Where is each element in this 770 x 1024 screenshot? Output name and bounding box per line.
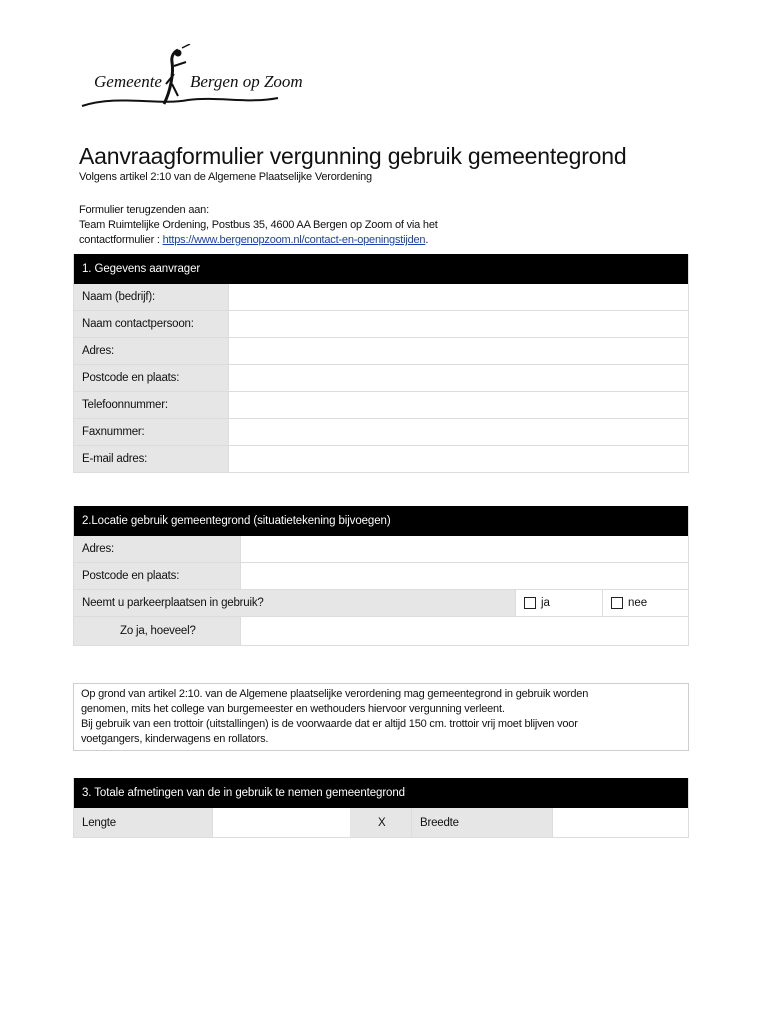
form-row (74, 392, 688, 419)
logo-word-left: Gemeente (94, 72, 162, 91)
form-row (74, 284, 688, 311)
postcode-city-field[interactable] (228, 365, 688, 391)
form-row (74, 338, 688, 365)
field-label-location-postcode: Postcode en plaats: (74, 563, 240, 589)
field-label-length: Lengte (74, 808, 212, 837)
note-line-3: Bij gebruik van een trottoir (uitstallingen) is de voorwaarde dat er altijd 150 cm. trottoir vrij moet blijven voor (81, 718, 578, 730)
return-line-3 (79, 233, 438, 248)
section-dimensions-header: 3. Totale afmetingen van de in gebruik te nemen gemeentegrond (74, 778, 688, 808)
return-instructions (79, 203, 438, 248)
logo-word-right: Bergen op Zoom (190, 72, 303, 91)
field-label-company-name: Naam (bedrijf): (74, 284, 228, 310)
contact-person-field[interactable] (228, 311, 688, 337)
section-location-header: 2.Locatie gebruik gemeentegrond (situatietekening bijvoegen) (74, 506, 688, 536)
form-row (74, 563, 688, 590)
company-name-field[interactable] (228, 284, 688, 310)
parking-question: Neemt u parkeerplaatsen in gebruik? (74, 590, 515, 616)
return-line-1: Formulier terugzenden aan: (79, 204, 209, 216)
address-field[interactable] (228, 338, 688, 364)
parking-yes-option[interactable] (515, 590, 602, 616)
form-row (74, 419, 688, 446)
location-address-field[interactable] (240, 536, 688, 562)
contact-form-link[interactable]: https://www.bergenopzoom.nl/contact-en-openingstijden (162, 234, 426, 246)
length-field[interactable] (212, 808, 350, 837)
note-line-1: Op grond van artikel 2:10. van de Algemene plaatselijke verordening mag gemeentegrond in gebruik worden (81, 688, 589, 700)
form-row (74, 590, 688, 617)
field-label-phone: Telefoonnummer: (74, 392, 228, 418)
checkbox-no[interactable] (611, 597, 623, 609)
return-line-3-prefix: contactformulier : (79, 234, 163, 246)
form-row (74, 365, 688, 392)
return-line-2: Team Ruimtelijke Ordening, Postbus 35, 4600 AA Bergen op Zoom of via het (79, 219, 438, 231)
option-yes-label: ja (541, 597, 550, 609)
form-row (74, 536, 688, 563)
note-line-2: genomen, mits het college van burgemeester en wethouders hiervoor vergunning verleent. (81, 703, 505, 715)
return-line-3-suffix: . (425, 234, 429, 246)
location-postcode-field[interactable] (240, 563, 688, 589)
info-note (73, 683, 689, 751)
form-row (74, 311, 688, 338)
section-location (73, 506, 689, 646)
section-dimensions (73, 778, 689, 838)
field-label-contact-person: Naam contactpersoon: (74, 311, 228, 337)
parking-no-option[interactable] (602, 590, 688, 616)
section-applicant-header: 1. Gegevens aanvrager (74, 254, 688, 284)
section-applicant (73, 254, 689, 473)
width-field[interactable] (552, 808, 688, 837)
field-label-fax: Faxnummer: (74, 419, 228, 445)
note-line-4: voetgangers, kinderwagens en rollators. (81, 733, 269, 745)
field-label-email: E-mail adres: (74, 446, 228, 472)
field-label-postcode: Postcode en plaats: (74, 365, 228, 391)
option-no-label: nee (628, 597, 648, 609)
form-row (74, 617, 688, 646)
page-subtitle: Volgens artikel 2:10 van de Algemene Plaatselijke Verordening (79, 171, 372, 183)
field-label-how-many: Zo ja, hoeveel? (74, 617, 240, 645)
phone-field[interactable] (228, 392, 688, 418)
fax-field[interactable] (228, 419, 688, 445)
form-row (74, 808, 688, 838)
field-label-width: Breedte (411, 808, 552, 837)
times-sign: X (350, 808, 411, 837)
field-label-location-address: Adres: (74, 536, 240, 562)
field-label-address: Adres: (74, 338, 228, 364)
email-field[interactable] (228, 446, 688, 472)
municipality-logo (78, 44, 318, 116)
page-title: Aanvraagformulier vergunning gebruik gemeentegrond (79, 143, 627, 169)
form-row (74, 446, 688, 473)
parking-count-field[interactable] (240, 617, 688, 645)
checkbox-yes[interactable] (524, 597, 536, 609)
